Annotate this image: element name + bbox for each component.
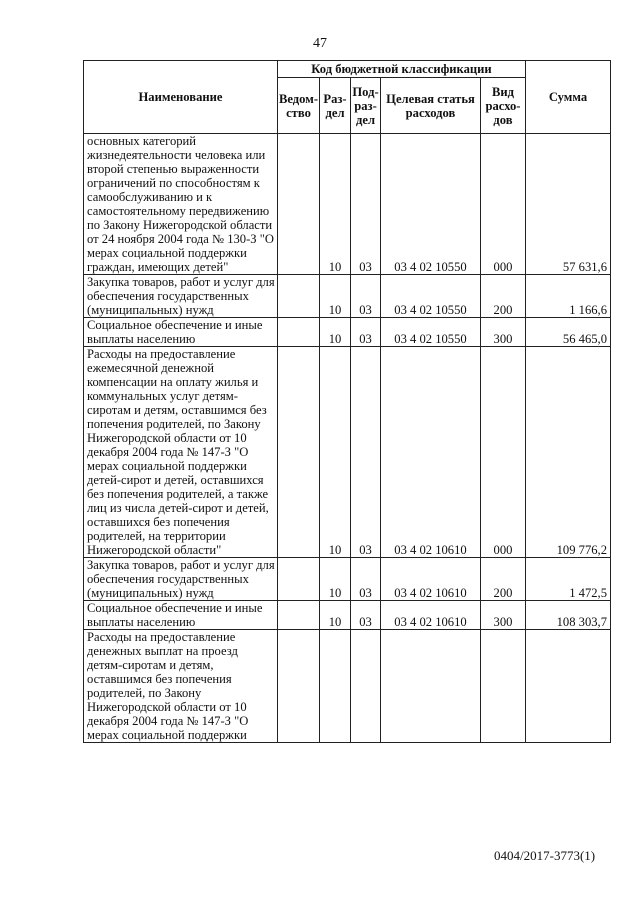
row-statya: 03 4 02 10610 (381, 558, 481, 601)
row-vedomstvo (278, 318, 320, 347)
table-row (84, 347, 611, 558)
row-razdel: 10 (320, 134, 351, 275)
row-vedomstvo (278, 275, 320, 318)
row-vedomstvo (278, 558, 320, 601)
header-podrazdel: Под-раз-дел (351, 78, 381, 134)
row-razdel: 10 (320, 347, 351, 558)
row-summa: 1 472,5 (526, 558, 611, 601)
header-name: Наименование (84, 61, 278, 134)
row-name: Расходы на предоставление ежемесячной денежной компенсации на оплату жилья и коммунальных услуг детям-сиротам и детям, оставшимся без попечения родителей, по Закону Нижегородской области от 10 декабря 2004 года № 147-З "О мерах социальной поддержки детей-сирот и детей, оставшихся без попечения родителей, а также лиц из числа детей-сирот и детей, оставшихся без попечения родителей, на территории Нижегородской области" (84, 347, 278, 558)
row-summa: 56 465,0 (526, 318, 611, 347)
row-podrazdel: 03 (351, 275, 381, 318)
budget-table (83, 60, 611, 743)
row-vedomstvo (278, 347, 320, 558)
row-vid (481, 630, 526, 743)
row-vedomstvo (278, 134, 320, 275)
row-vid: 000 (481, 347, 526, 558)
row-vedomstvo (278, 601, 320, 630)
row-vid: 300 (481, 601, 526, 630)
row-podrazdel (351, 630, 381, 743)
row-name: Социальное обеспечение и иные выплаты населению (84, 601, 278, 630)
row-name: Расходы на предоставление денежных выплат на проезд детям-сиротам и детям, оставшимся без попечения родителей, по Закону Нижегородской области от 10 декабря 2004 года № 147-З "О мерах социальной поддержки (84, 630, 278, 743)
row-vid: 300 (481, 318, 526, 347)
table-row (84, 318, 611, 347)
page-number: 47 (313, 36, 327, 51)
header-razdel: Раз-дел (320, 78, 351, 134)
row-vid: 200 (481, 558, 526, 601)
row-podrazdel: 03 (351, 134, 381, 275)
row-razdel: 10 (320, 275, 351, 318)
row-statya: 03 4 02 10550 (381, 134, 481, 275)
row-vid: 000 (481, 134, 526, 275)
row-statya: 03 4 02 10550 (381, 275, 481, 318)
row-statya: 03 4 02 10610 (381, 601, 481, 630)
row-razdel (320, 630, 351, 743)
row-vid: 200 (481, 275, 526, 318)
table-row (84, 601, 611, 630)
row-razdel: 10 (320, 558, 351, 601)
document-code: 0404/2017-3773(1) (494, 848, 596, 863)
row-statya (381, 630, 481, 743)
row-summa: 1 166,6 (526, 275, 611, 318)
row-podrazdel: 03 (351, 558, 381, 601)
row-podrazdel: 03 (351, 347, 381, 558)
header-statya: Целевая статья расходов (381, 78, 481, 134)
row-vedomstvo (278, 630, 320, 743)
header-vid: Вид расхо-дов (481, 78, 526, 134)
row-summa: 109 776,2 (526, 347, 611, 558)
row-statya: 03 4 02 10610 (381, 347, 481, 558)
row-name: Закупка товаров, работ и услуг для обеспечения государственных (муниципальных) нужд (84, 275, 278, 318)
row-name: основных категорий жизнедеятельности человека или второй степенью выраженности ограничений по способностям к самообслуживанию и к самостоятельному передвижению по Закону Нижегородской области от 24 ноября 2004 года № 130-З "О мерах социальной поддержки граждан, имеющих детей" (84, 134, 278, 275)
row-razdel: 10 (320, 318, 351, 347)
row-summa (526, 630, 611, 743)
row-summa: 108 303,7 (526, 601, 611, 630)
row-razdel: 10 (320, 601, 351, 630)
table-row (84, 558, 611, 601)
header-summa: Сумма (526, 61, 611, 134)
header-group: Код бюджетной классификации (278, 61, 526, 78)
row-podrazdel: 03 (351, 318, 381, 347)
table-row (84, 275, 611, 318)
row-statya: 03 4 02 10550 (381, 318, 481, 347)
row-name: Закупка товаров, работ и услуг для обеспечения государственных (муниципальных) нужд (84, 558, 278, 601)
row-podrazdel: 03 (351, 601, 381, 630)
table-row (84, 134, 611, 275)
header-vedomstvo: Ведом-ство (278, 78, 320, 134)
table-row (84, 630, 611, 743)
row-summa: 57 631,6 (526, 134, 611, 275)
row-name: Социальное обеспечение и иные выплаты населению (84, 318, 278, 347)
